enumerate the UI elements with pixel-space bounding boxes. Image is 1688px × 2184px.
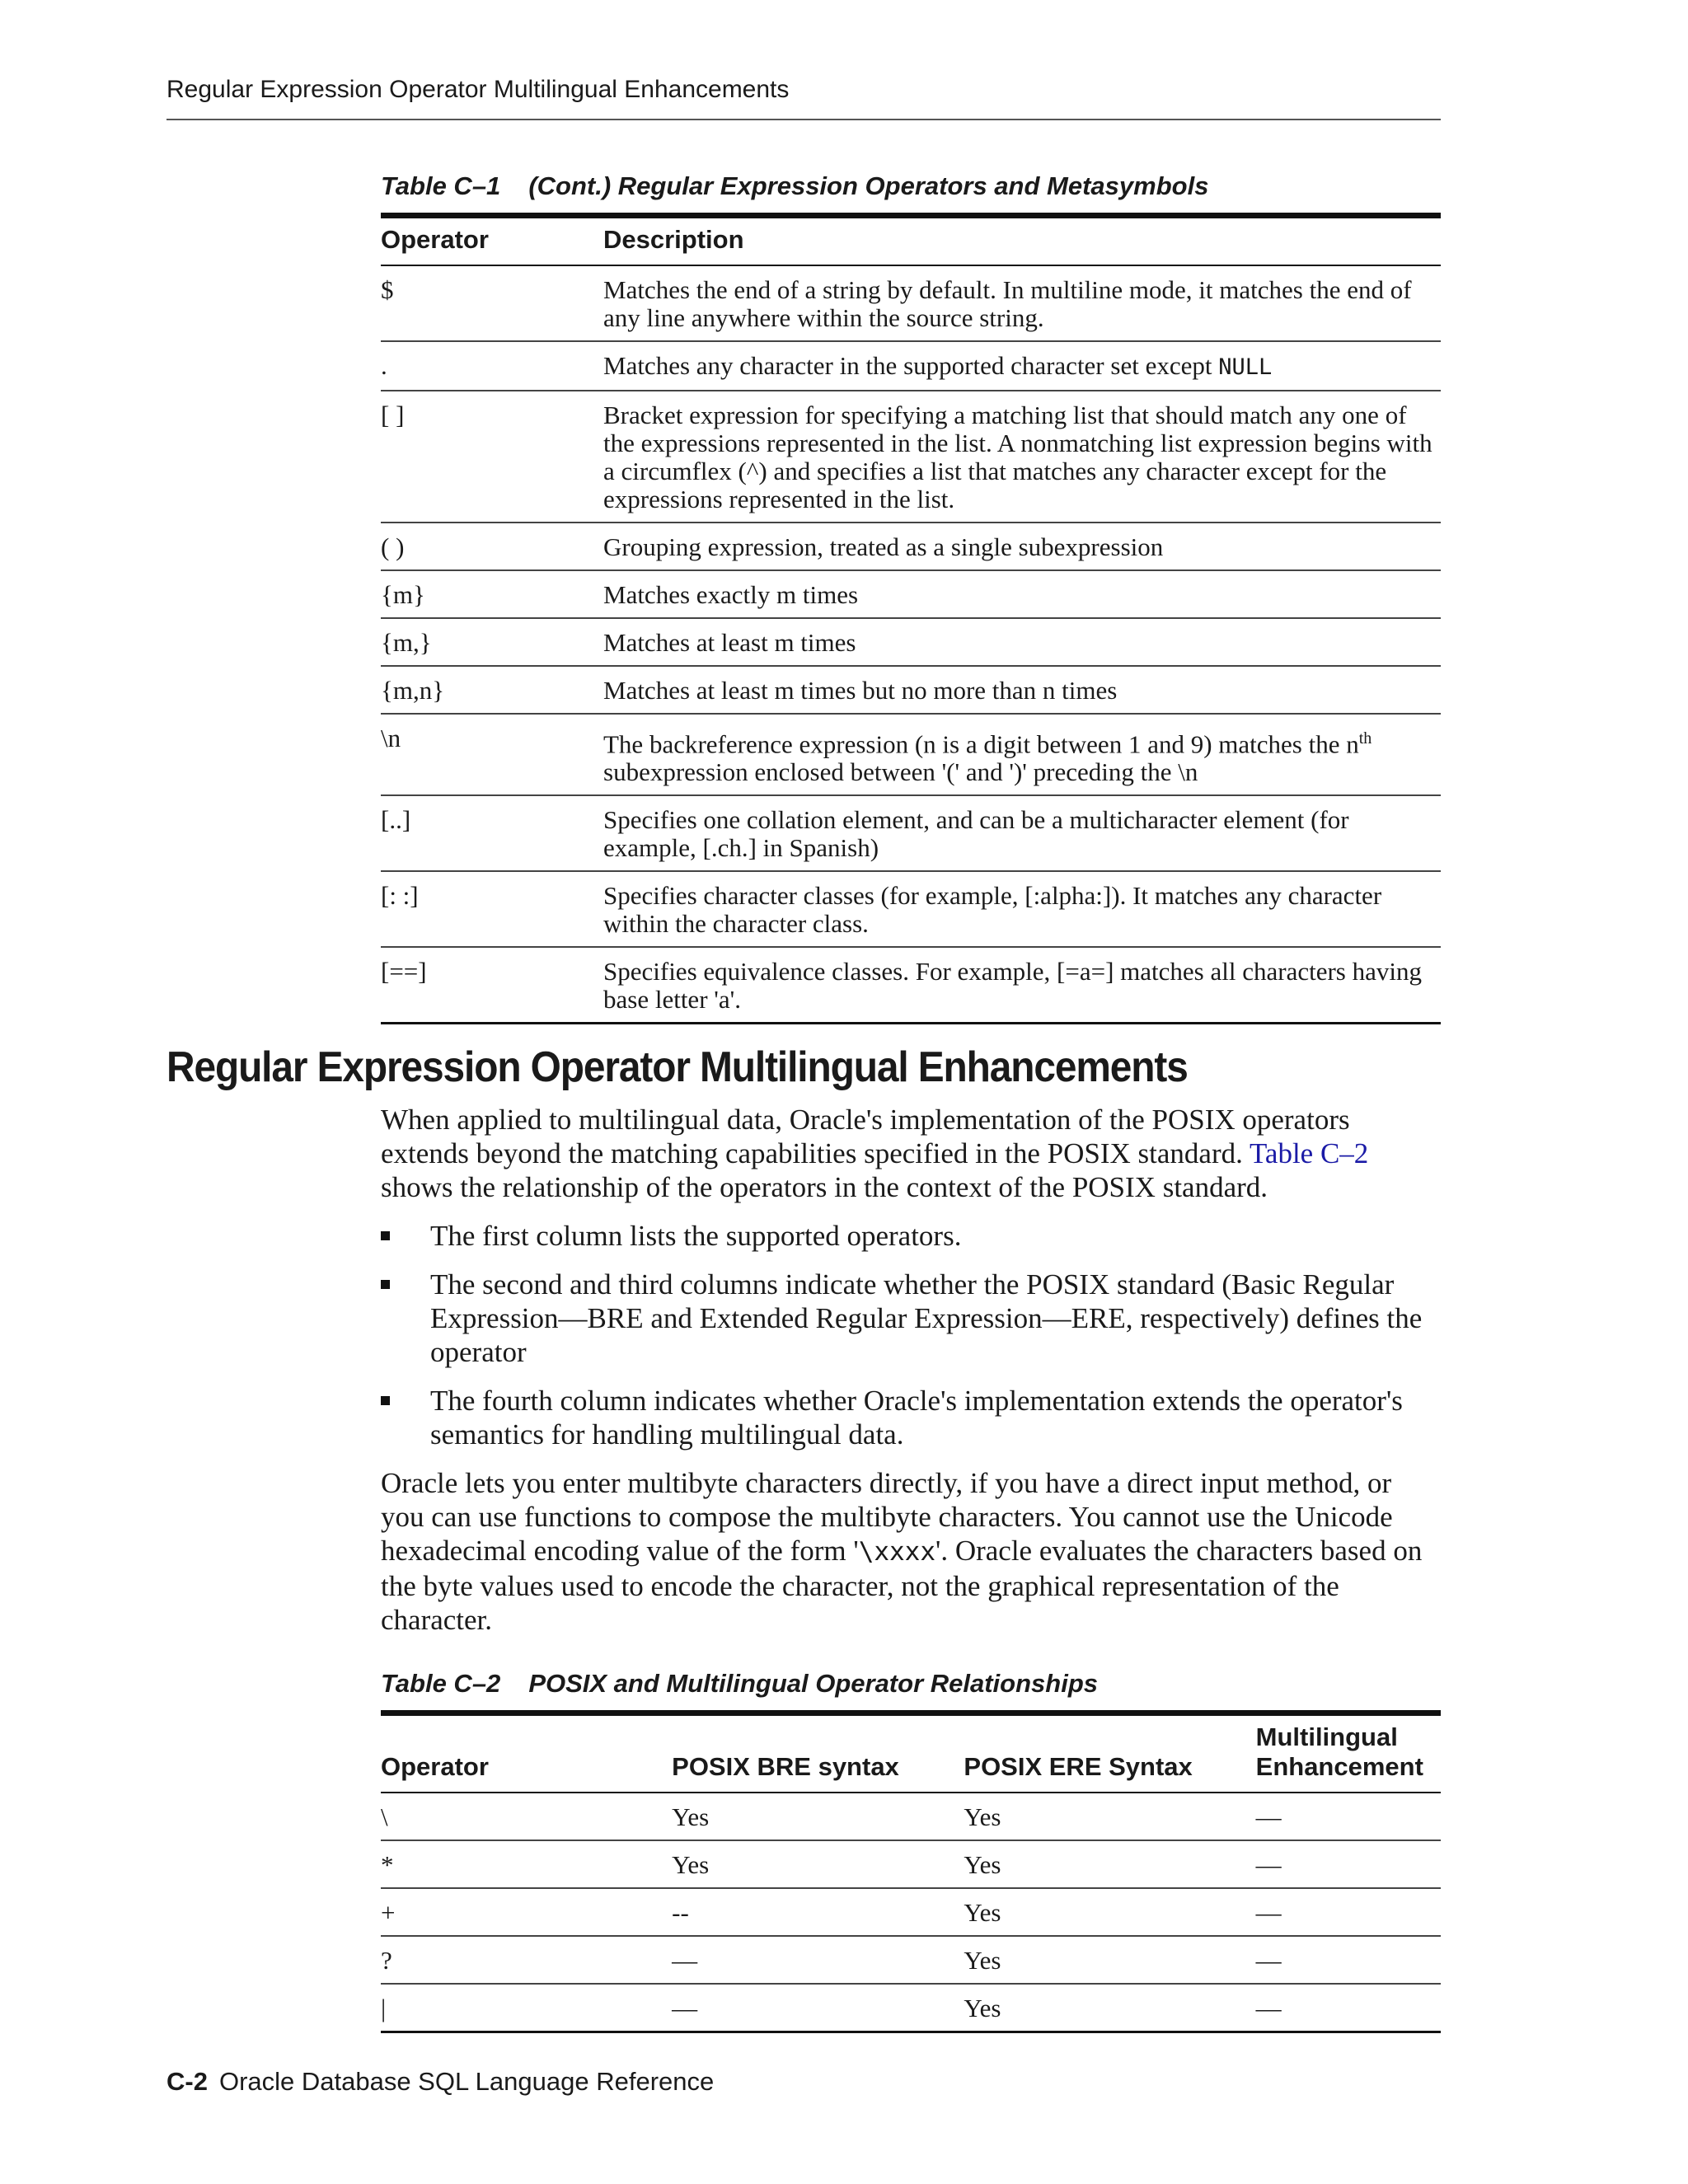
operator-cell: ( ) <box>381 523 603 570</box>
table-row <box>381 570 1441 618</box>
description-cell <box>603 714 1441 795</box>
operator-cell: \n <box>381 714 603 795</box>
ere-cell: Yes <box>964 1888 1255 1936</box>
description-cell: Grouping expression, treated as a single subexpression <box>603 523 1441 570</box>
table-c2-title: POSIX and Multilingual Operator Relationships <box>528 1669 1099 1698</box>
column-header: Description <box>603 216 1441 266</box>
table-row <box>381 618 1441 666</box>
table-row <box>381 1984 1441 2032</box>
table-header-row <box>381 216 1441 266</box>
multilingual-cell: — <box>1256 1936 1441 1984</box>
page-number: C-2 <box>166 2067 208 2096</box>
table-c1-grid <box>381 213 1441 1024</box>
operator-cell: [: :] <box>381 871 603 947</box>
description-cell: Matches the end of a string by default. In multiline mode, it matches the end of any line anywhere within the source string. <box>603 265 1441 341</box>
operator-cell: + <box>381 1888 672 1936</box>
list-item <box>381 1384 1441 1451</box>
table-row <box>381 795 1441 871</box>
running-header: Regular Expression Operator Multilingual Enhancements <box>166 76 1441 120</box>
table-row <box>381 1936 1441 1984</box>
description-cell: Matches exactly m times <box>603 570 1441 618</box>
description-text: The backreference expression (n is a digit between 1 and 9) matches the n <box>603 729 1359 759</box>
operator-cell: * <box>381 1840 672 1888</box>
column-header: Operator <box>381 1713 672 1793</box>
bre-cell: Yes <box>672 1793 964 1840</box>
multibyte-paragraph <box>381 1466 1441 1637</box>
table-row <box>381 871 1441 947</box>
list-item-text: The first column lists the supported operators. <box>430 1220 962 1252</box>
table-c1 <box>381 171 1441 1024</box>
bre-cell: — <box>672 1936 964 1984</box>
operator-cell: [ ] <box>381 391 603 523</box>
table-c1-title: (Cont.) Regular Expression Operators and Metasymbols <box>528 171 1209 200</box>
list-item <box>381 1268 1441 1369</box>
paragraph-text: When applied to multilingual data, Oracle's implementation of the POSIX operators extends beyond the matching capabilities specified in the POSIX standard. <box>381 1104 1350 1169</box>
bullet-icon <box>381 1280 390 1289</box>
table-c2-number: Table C–2 <box>381 1669 501 1698</box>
bre-cell: Yes <box>672 1840 964 1888</box>
intro-paragraph <box>381 1103 1441 1204</box>
operator-cell: . <box>381 341 603 391</box>
ere-cell: Yes <box>964 1936 1255 1984</box>
description-text: subexpression enclosed between '(' and ')' preceding the \n <box>603 757 1198 787</box>
description-text: Matches any character in the supported character set except <box>603 351 1212 380</box>
description-cell <box>603 341 1441 391</box>
multilingual-cell: — <box>1255 1994 1282 2022</box>
column-header: POSIX ERE Syntax <box>964 1713 1255 1793</box>
paragraph-text: Oracle lets you enter multibyte characters directly, if you have a direct input method, or you can use functions to compose the multibyte characters. You cannot use the Unicode hexadecimal encoding value of the form ' <box>381 1467 1393 1567</box>
description-cell: Specifies one collation element, and can be a multicharacter element (for example, [.ch.] in Spanish) <box>603 795 1441 871</box>
multilingual-cell: — <box>1256 1888 1441 1936</box>
description-cell: Specifies equivalence classes. For example, [=a=] matches all characters having base letter 'a'. <box>603 957 1422 1015</box>
table-row <box>381 947 1441 1024</box>
operator-cell: {m,n} <box>381 666 603 714</box>
operator-cell: \ <box>381 1793 672 1840</box>
table-row <box>381 1888 1441 1936</box>
multilingual-cell: — <box>1256 1793 1441 1840</box>
operator-cell: $ <box>381 265 603 341</box>
description-cell: Specifies character classes (for example, [:alpha:]). It matches any character within the character class. <box>603 871 1441 947</box>
operator-cell: [==] <box>381 957 427 987</box>
code-null: NULL <box>1218 354 1273 380</box>
bullet-icon <box>381 1231 390 1240</box>
page-footer <box>166 2067 714 2097</box>
list-item <box>381 1219 1441 1253</box>
ere-cell: Yes <box>964 1840 1255 1888</box>
list-item-text: The second and third columns indicate whether the POSIX standard (Basic Regular Expression—BRE and Extended Regular Expression—ERE, respectively) defines the operator <box>430 1268 1423 1368</box>
table-c2-link[interactable]: Table C–2 <box>1249 1137 1369 1169</box>
paragraph-text: '. Oracle evaluates the characters based on the byte values used to encode the character, not the graphical representation of the character. <box>381 1535 1423 1636</box>
description-cell: Matches at least m times <box>603 618 1441 666</box>
bre-cell: -- <box>672 1888 964 1936</box>
section-title: Regular Expression Operator Multilingual Enhancements <box>166 1043 1188 1091</box>
operator-cell: [..] <box>381 795 603 871</box>
ere-cell: Yes <box>964 1793 1255 1840</box>
table-row <box>381 391 1441 523</box>
code-unicode-form: \xxxx <box>858 1537 936 1567</box>
table-row <box>381 666 1441 714</box>
operator-cell: ? <box>381 1936 672 1984</box>
operator-cell: | <box>381 1994 387 2022</box>
table-c2-caption <box>381 1669 1441 1699</box>
bullet-list <box>381 1219 1441 1451</box>
bre-cell: — <box>672 1994 698 2022</box>
paragraph-text: shows the relationship of the operators in the context of the POSIX standard. <box>381 1171 1268 1203</box>
table-row <box>381 265 1441 341</box>
column-header: POSIX BRE syntax <box>672 1713 964 1793</box>
table-row <box>381 1840 1441 1888</box>
table-c1-caption <box>381 171 1441 201</box>
description-cell: Matches at least m times but no more than n times <box>603 666 1441 714</box>
column-header: Multilingual Enhancement <box>1256 1713 1441 1793</box>
table-row <box>381 1793 1441 1840</box>
table-c2 <box>381 1669 1441 2033</box>
table-header-row <box>381 1713 1441 1793</box>
column-header: Operator <box>381 216 603 266</box>
section-body <box>381 1103 1441 1652</box>
description-cell: Bracket expression for specifying a matching list that should match any one of the expressions represented in the list. A nonmatching list expression begins with a circumflex (^) and specifies a list that matches any character except for the expressions represented in the list. <box>603 391 1441 523</box>
bullet-icon <box>381 1396 390 1405</box>
table-c1-number: Table C–1 <box>381 171 501 200</box>
table-row <box>381 341 1441 391</box>
operator-cell: {m,} <box>381 618 603 666</box>
multilingual-cell: — <box>1256 1840 1441 1888</box>
table-c2-grid <box>381 1710 1441 2033</box>
ere-cell: Yes <box>964 1994 1001 2022</box>
list-item-text: The fourth column indicates whether Oracle's implementation extends the operator's semantics for handling multilingual data. <box>430 1385 1403 1451</box>
operator-cell: {m} <box>381 570 603 618</box>
table-row <box>381 523 1441 570</box>
book-title: Oracle Database SQL Language Reference <box>218 2067 715 2096</box>
superscript-th: th <box>1358 729 1372 748</box>
table-row <box>381 714 1441 795</box>
